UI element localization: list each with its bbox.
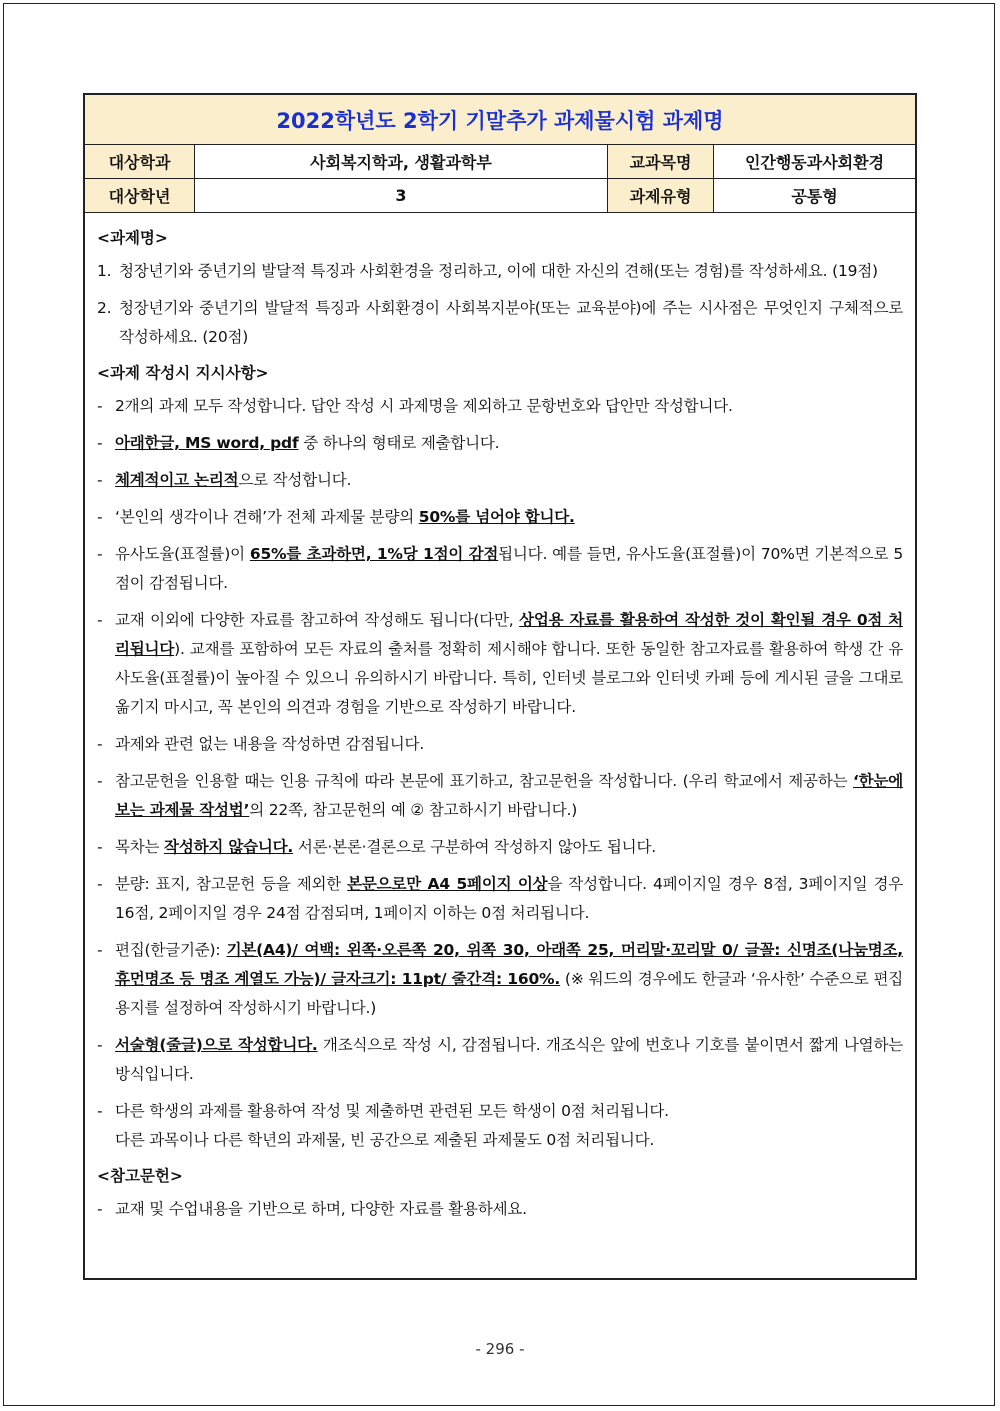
instruction-item: [97, 1097, 903, 1155]
task-text: 청장년기와 중년기의 발달적 특징과 사회환경을 정리하고, 이에 대한 자신의 견해(또는 경험)를 작성하세요. (19점): [119, 262, 878, 280]
reference-item: [97, 1195, 903, 1224]
task-item: [97, 294, 903, 352]
reference-heading: <참고문헌>: [97, 1167, 183, 1185]
task-number: 1.: [97, 262, 112, 280]
year-value: 3: [195, 179, 608, 212]
instruction-emphasis: 본문으로만 A4 5페이지 이상: [347, 875, 548, 893]
instruction-text: 서론·본론·결론으로 구분하여 작성하지 않아도 됩니다.: [293, 838, 656, 856]
subject-label: 교과목명: [608, 145, 714, 178]
assignment-table: [83, 93, 917, 1280]
instruction-text: 개조식으로 작성 시, 감점됩니다. 개조식은 앞에 번호나 기호를 붙이면서 짧게 나열하는 방식입니다.: [115, 1036, 903, 1083]
instruction-emphasis: 65%를 초과하면, 1%당 1점이 감점: [249, 545, 499, 563]
bullet-dash: -: [97, 434, 103, 452]
instruction-item: [97, 870, 903, 928]
instruction-emphasis: 상업용 자료를 활용하여 작성한 것이 확인될 경우 0점 처리됩니다: [115, 611, 903, 658]
instruction-text: ). 교재를 포함하여 모든 자료의 출처를 정확히 제시해야 합니다. 또한 동일한 참고자료를 활용하여 학생 간 유사도율(표절률)이 높아질 수 있으니 유의하시기 바랍니다. 특히, 인터넷 블로그와 인터넷 카페 등에 게시된 글을 그대로 옮기지 마시고, 꼭 본인의 의견과 경험을 기반으로 작성하기 바랍니다.: [115, 640, 903, 716]
content-area: [85, 213, 915, 1224]
instruction-emphasis: ‘한눈에 보는 과제물 작성법’: [115, 772, 903, 819]
instruction-item: [97, 936, 903, 1023]
instruction-item: [97, 606, 903, 722]
info-row-2: [85, 179, 915, 213]
bullet-dash: -: [97, 1102, 103, 1120]
instruction-text: 됩니다. 예를 들면, 유사도율(표절률)이 70%면 기본적으로 5점이 감점됩니다.: [115, 545, 903, 592]
instruction-item: [97, 466, 903, 495]
instruction-emphasis: 작성하지 않습니다.: [164, 838, 294, 856]
instruction-item: [97, 833, 903, 862]
instruction-text: 으로 작성합니다.: [238, 471, 352, 489]
document-title: 2022학년도 2학기 기말추가 과제물시험 과제명: [85, 95, 915, 145]
type-label: 과제유형: [608, 179, 714, 212]
instruction-emphasis: 기본(A4)/ 여백: 왼쪽·오른쪽 20, 위쪽 30, 아래쪽 25, 머리말·꼬리말 0/ 글꼴: 신명조(나눔명조, 휴먼명조 등 명조 계열도 가능)/ 글자크기: 11pt/ 줄간격: 160%.: [115, 941, 903, 988]
bullet-dash: -: [97, 1200, 103, 1218]
instruction-text: 참고문헌을 인용할 때는 인용 규칙에 따라 본문에 표기하고, 참고문헌을 작성합니다. (우리 학교에서 제공하는: [115, 772, 853, 790]
instruction-item: [97, 1031, 903, 1089]
task-text: 청장년기와 중년기의 발달적 특징과 사회환경이 사회복지분야(또는 교육분야)에 주는 시사점은 무엇인지 구체적으로 작성하세요. (20점): [119, 299, 903, 346]
instruction-item: [97, 429, 903, 458]
reference-text: 교재 및 수업내용을 기반으로 하며, 다양한 자료를 활용하세요.: [115, 1200, 527, 1218]
instruction-text: 분량: 표지, 참고문헌 등을 제외한: [115, 875, 348, 893]
dept-value: 사회복지학과, 생활과학부: [195, 145, 608, 178]
instruction-text: 목차는: [115, 838, 165, 856]
instruction-text: 중 하나의 형태로 제출합니다.: [298, 434, 500, 452]
subject-value: 인간행동과사회환경: [744, 153, 885, 172]
bullet-dash: -: [97, 611, 103, 629]
bullet-dash: -: [97, 1036, 103, 1054]
instruction-item: [97, 503, 903, 532]
type-value: 공통형: [791, 187, 838, 206]
instruction-emphasis: 아래한글, MS word, pdf: [115, 434, 299, 452]
instruction-item: [97, 392, 903, 421]
dept-label: 대상학과: [85, 145, 195, 178]
instruction-item: [97, 767, 903, 825]
instruction-text: 교재 이외에 다양한 자료를 참고하여 작성해도 됩니다(다만,: [115, 611, 520, 629]
bullet-dash: -: [97, 508, 103, 526]
instruction-text: 과제와 관련 없는 내용을 작성하면 감점됩니다.: [115, 735, 425, 753]
bullet-dash: -: [97, 735, 103, 753]
instruction-emphasis: 체계적이고 논리적: [115, 471, 239, 489]
bullet-dash: -: [97, 545, 103, 563]
instruction-text: 다른 학생의 과제를 활용하여 작성 및 제출하면 관련된 모든 학생이 0점 처리됩니다.: [115, 1102, 669, 1120]
instruction-item: [97, 540, 903, 598]
instruction-text: 2개의 과제 모두 작성합니다. 답안 작성 시 과제명을 제외하고 문항번호와 답안만 작성합니다.: [115, 397, 733, 415]
instruction-text: 편집(한글기준):: [115, 941, 227, 959]
task-item: [97, 257, 903, 286]
task-number: 2.: [97, 299, 112, 317]
instruction-text: 을 작성합니다. 4페이지일 경우 8점, 3페이지일 경우 16점, 2페이지일 경우 24점 감점되며, 1페이지 이하는 0점 처리됩니다.: [115, 875, 903, 922]
bullet-dash: -: [97, 875, 103, 893]
instruction-emphasis: 50%를 넘어야 합니다.: [418, 508, 575, 526]
instruction-text: 다른 과목이나 다른 학년의 과제물, 빈 공간으로 제출된 과제물도 0점 처리됩니다.: [115, 1131, 655, 1149]
task-heading: <과제명>: [97, 229, 168, 247]
instruction-text: 유사도율(표절률)이: [115, 545, 250, 563]
info-row-1: [85, 145, 915, 179]
bullet-dash: -: [97, 838, 103, 856]
instruction-text: (※ 워드의 경우에도 한글과 ‘유사한’ 수준으로 편집용지를 설정하여 작성하시기 바랍니다.): [115, 970, 903, 1017]
year-label: 대상학년: [85, 179, 195, 212]
bullet-dash: -: [97, 772, 103, 790]
instructions-heading: <과제 작성시 지시사항>: [97, 364, 269, 382]
bullet-dash: -: [97, 397, 103, 415]
page-number: - 296 -: [475, 1340, 525, 1358]
bullet-dash: -: [97, 941, 103, 959]
bullet-dash: -: [97, 471, 103, 489]
instruction-item: [97, 730, 903, 759]
instruction-text: ‘본인의 생각이나 견해’가 전체 과제물 분량의: [115, 508, 419, 526]
instruction-emphasis: 서술형(줄글)으로 작성합니다.: [115, 1036, 318, 1054]
instruction-text: 의 22쪽, 참고문헌의 예 ② 참고하시기 바랍니다.): [249, 801, 578, 819]
